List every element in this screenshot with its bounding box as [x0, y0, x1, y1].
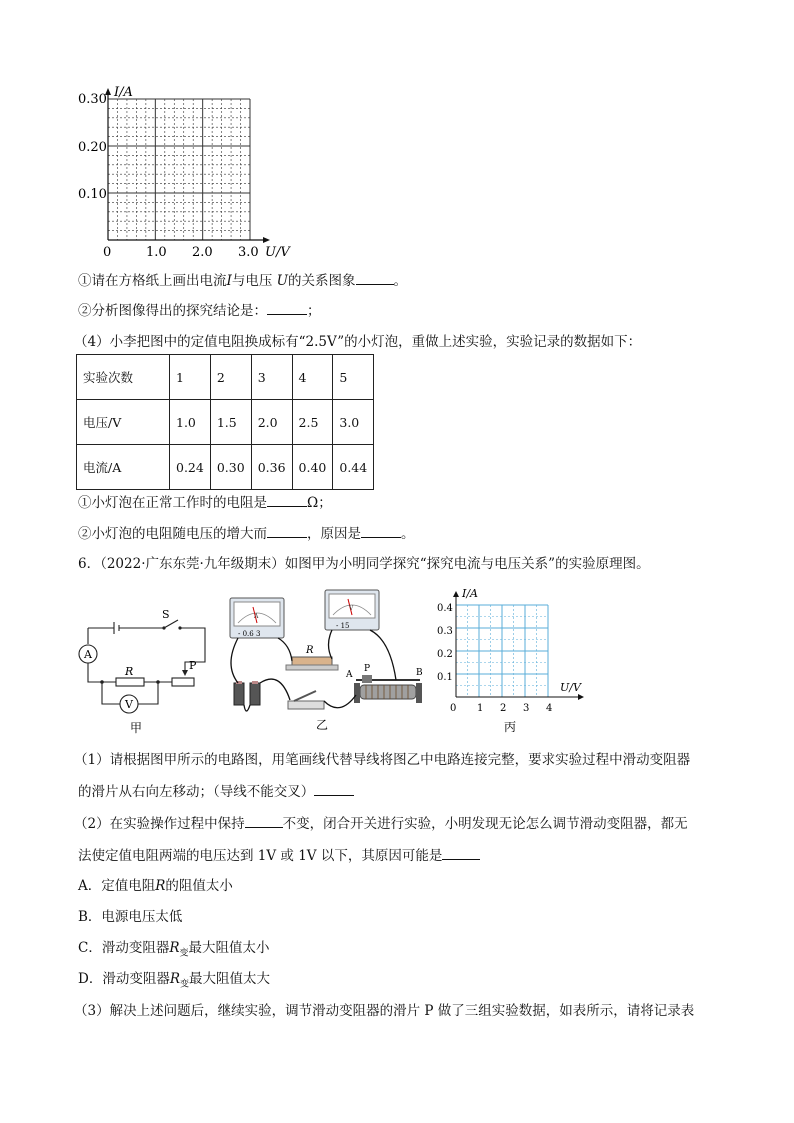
y-tick-label: 0.30 [78, 92, 107, 107]
circuit-diagram-jia [74, 610, 214, 735]
q4-item-1: ①小灯泡在正常工作时的电阻是 Ω； [78, 492, 332, 513]
physical-circuit-yi [220, 585, 435, 735]
graph-grid [108, 99, 250, 240]
table-cell: 5 [333, 355, 374, 400]
q6-3: （3）解决上述问题后，继续实验，调节滑动变阻器的滑片 P 做了三组实验数据，如表所示，请将记录表 [74, 1003, 695, 1019]
ammeter-label: A [84, 648, 92, 661]
y-axis-arrow [453, 591, 459, 597]
table-cell: 1.5 [210, 400, 251, 445]
rheostat-end-a-label: A [346, 670, 353, 680]
answer-blank[interactable] [442, 845, 480, 860]
y-tick-label: 0.3 [437, 626, 453, 637]
answer-blank[interactable] [314, 781, 354, 796]
table-cell: 2.5 [292, 400, 333, 445]
x-axis-label: U/V [560, 681, 581, 694]
answer-blank[interactable] [267, 300, 307, 315]
answer-blank[interactable] [267, 492, 307, 507]
q6-2-line2: 法使定值电阻两端的电压达到 1V 或 1V 以下，其原因可能是 [78, 845, 480, 866]
x-tick-label: 0 [450, 703, 457, 714]
voltmeter-label: V [125, 698, 133, 711]
svg-text:A: A [254, 613, 259, 620]
x-tick-label: 0 [103, 245, 112, 260]
q6-1-line1: （1）请根据图甲所示的电路图，用笔画线代替导线将图乙中电路连接完整，要求实验过程中滑动变阻器 [74, 752, 691, 768]
table-cell: 0.30 [210, 445, 251, 490]
table-cell: 3.0 [333, 400, 374, 445]
table-cell: 2 [210, 355, 251, 400]
x-tick-label: 3.0 [238, 245, 259, 260]
table-header-cell: 实验次数 [77, 355, 170, 400]
figure-caption: 乙 [316, 718, 329, 732]
x-axis-arrow [578, 694, 584, 700]
table-cell: 4 [292, 355, 333, 400]
q6-title: 6．（2022·广东东莞·九年级期末）如图甲为小明同学探究“探究电流与电压关系”的实验原理图。 [78, 556, 650, 572]
q6-2-line1: （2）在实验操作过程中保持 不变，闭合开关进行实验，小明发现无论怎么调节滑动变阻器，都无 [74, 813, 688, 834]
x-tick-label: 1.0 [146, 245, 167, 260]
x-axis-label: U/V [265, 245, 290, 260]
switch-label: S [162, 610, 170, 621]
q3-item-2: ②分析图像得出的探究结论是： ； [78, 300, 321, 321]
voltmeter-scale-label: - 15 [336, 622, 350, 630]
iu-grid-graph-bing [432, 585, 592, 735]
iu-grid-graph [70, 84, 300, 264]
x-tick-label: 2 [500, 703, 507, 714]
table-row [77, 400, 374, 445]
rheostat-slider-label: P [364, 664, 371, 674]
answer-blank[interactable] [361, 523, 401, 538]
x-tick-label: 3 [523, 703, 530, 714]
resistor-label: R [306, 645, 314, 656]
table-cell: 2.0 [251, 400, 292, 445]
x-tick-label: 4 [546, 703, 553, 714]
y-axis-label: I/A [114, 85, 133, 100]
table-cell: 1 [170, 355, 211, 400]
answer-blank[interactable] [356, 270, 394, 285]
svg-text:V: V [349, 605, 354, 612]
table-row [77, 445, 374, 490]
table-cell: 0.36 [251, 445, 292, 490]
option-a[interactable]: A．定值电阻R的阻值太小 [78, 878, 233, 894]
figure-caption: 甲 [130, 721, 143, 735]
y-tick-label: 0.2 [437, 649, 453, 660]
x-axis-arrow [263, 237, 270, 243]
q6-1-line2: 的滑片从右向左移动；（导线不能交叉） [78, 781, 354, 802]
table-cell: 0.44 [333, 445, 374, 490]
x-tick-label: 2.0 [192, 245, 213, 260]
table-row [77, 355, 374, 400]
table-cell: 1.0 [170, 400, 211, 445]
rheostat-end-b-label: B [416, 668, 423, 678]
y-tick-label: 0.20 [78, 140, 107, 155]
q4-item-2: ②小灯泡的电阻随电压的增大而 ，原因是 。 [78, 523, 415, 544]
q3-item-1: ①请在方格纸上画出电流I与电压 U的关系图象 。 [78, 270, 407, 291]
q4-intro: （4）小李把图中的定值电阻换成标有“2.5V”的小灯泡，重做上述实验，实验记录的数据如下： [74, 334, 642, 350]
answer-blank[interactable] [267, 523, 307, 538]
option-c[interactable]: C．滑动变阻器$R_变$最大阻值太小 [78, 940, 270, 959]
table-cell: 0.40 [292, 445, 333, 490]
table-cell: 3 [251, 355, 292, 400]
table-header-cell: 电流/A [77, 445, 170, 490]
x-tick-label: 1 [477, 703, 484, 714]
graph-grid [456, 605, 548, 697]
y-tick-label: 0.4 [437, 603, 453, 614]
figure-caption: 丙 [504, 720, 517, 734]
slider-label: P [189, 659, 197, 672]
resistor-label: R [125, 665, 134, 678]
y-axis-label: I/A [462, 587, 478, 600]
data-table [76, 354, 374, 490]
option-d[interactable]: D．滑动变阻器$R_变$最大阻值太大 [78, 971, 271, 990]
y-tick-label: 0.1 [437, 672, 453, 683]
y-tick-label: 0.10 [78, 187, 107, 202]
table-cell: 0.24 [170, 445, 211, 490]
table-header-cell: 电压/V [77, 400, 170, 445]
ammeter-scale-label: - 0.6 3 [238, 630, 261, 638]
option-b[interactable]: B．电源电压太低 [78, 909, 183, 925]
answer-blank[interactable] [245, 813, 283, 828]
